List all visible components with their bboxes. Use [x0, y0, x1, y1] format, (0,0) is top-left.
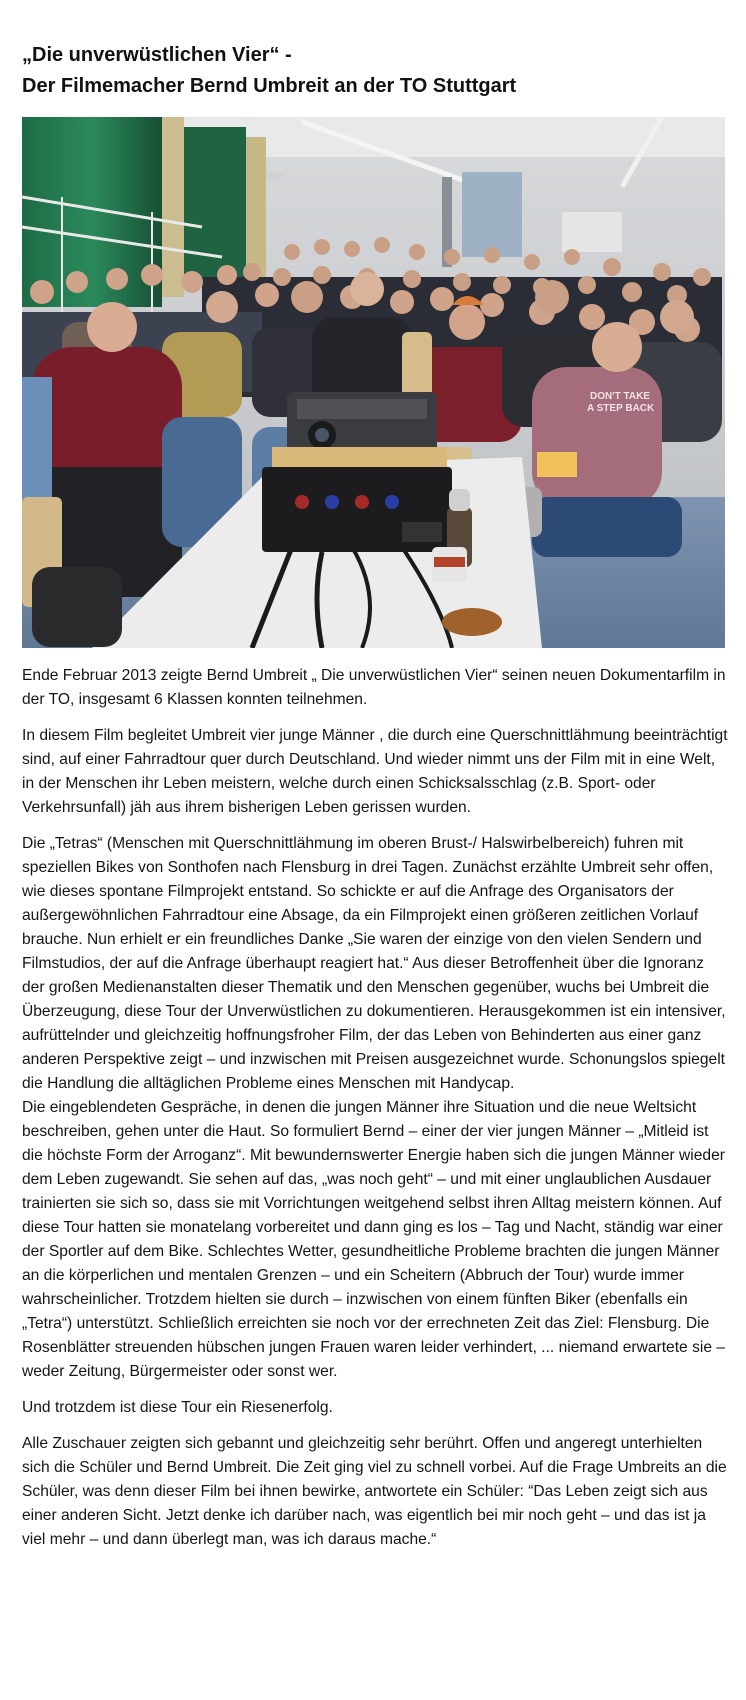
- paragraph: Die eingeblendeten Gespräche, in denen die jungen Männer ihre Situation und die neue Weltsicht beschreiben, gehen unter die Haut. So formuliert Bernd – einer der vier jungen Männer – „Mitleid ist die höchste Form der Arroganz“. Mit bewundernswerter Energie haben sich die jungen Männer wieder dem Leben zugewandt. Sie sehen auf das, „was noch geht“ – und mit einer unglaublichen Ausdauer trainierten sie sich so, dass sie mit Vorrichtungen weitgehend selbst ihren Alltag meistern können. Auf diese Tour hatten sie monatelang vorbereitet und dann ging es los – Tag und Nacht, ständig war einer der Sportler auf dem Bike. Schlechtes Wetter, gesundheitliche Probleme brachten die jungen Männer an die körperlichen und mentalen Grenzen – und ein Scheitern (Abbruch der Tour) wurde immer wahrscheinlicher. Trotzdem hielten sie durch – inzwischen von einem fünften Biker (ebenfalls ein „Tetra“) unterstützt. Schließlich erreichten sie noch vor der errechneten Zeit das Ziel: Flensburg. Die Rosenblätter streuenden hübschen jungen Frauen waren leider verhindert, ... niemand erwartete sie – weder Zeitung, Bürgermeister oder sonst wer.: [22, 1099, 726, 1380]
- article-body: [22, 664, 730, 1564]
- classroom-photo: [22, 117, 725, 648]
- paragraph: Ende Februar 2013 zeigte Bernd Umbreit „ Die unverwüstlichen Vier“ seinen neuen Dokumentarfilm in der TO, insgesamt 6 Klassen konnten teilnehmen.: [22, 667, 726, 708]
- paragraph: Und trotzdem ist diese Tour ein Riesenerfolg.: [22, 1399, 333, 1416]
- shirt-print-line-2: A STEP BACK: [587, 403, 655, 414]
- title-line-1: „Die unverwüstlichen Vier“ -: [22, 44, 292, 66]
- paragraph: In diesem Film begleitet Umbreit vier junge Männer , die durch eine Querschnittlähmung beeinträchtigt sind, auf einer Fahrradtour quer durch Deutschland. Und wieder nimmt uns der Film mit in eine Welt, in der Menschen ihr Leben meistern, welche durch einen Schicksalsschlag (z.B. Sport- oder Verkehrsunfall) jäh aus ihrem bisherigen Leben gerissen wurden.: [22, 727, 728, 816]
- title-line-2: Der Filmemacher Bernd Umbreit an der TO Stuttgart: [22, 75, 517, 97]
- article-title: [22, 40, 722, 102]
- paragraph: Alle Zuschauer zeigten sich gebannt und gleichzeitig sehr berührt. Offen und angeregt unterhielten sich die Schüler und Bernd Umbreit. Die Zeit ging viel zu schnell vorbei. Auf die Frage Umbreits an die Schüler, was denn dieser Film bei ihnen bewirke, antwortete ein Schüler: “Das Leben zeigt sich aus einer anderen Sicht. Jetzt denke ich darüber nach, was eigentlich bei mir noch geht – und das ist ja viel mehr – und dann überlegt man, was ich daraus mache.“: [22, 1435, 727, 1548]
- paragraph: Die „Tetras“ (Menschen mit Querschnittlähmung im oberen Brust-/ Halswirbelbereich) fuhren mit speziellen Bikes von Sonthofen nach Flensburg in drei Tagen. Zunächst erzählte Umbreit sehr offen, wie dieses spontane Filmprojekt entstand. So schickte er auf die Anfrage des Organisators der außergewöhnlichen Fahrradtour eine Absage, da ein Filmprojekt einen größeren zeitlichen Vorlauf brauche. Nun erhielt er ein freundliches Danke „Sie waren der einzige von den vielen Sendern und Filmstudios, der auf die Anfrage überhaupt reagiert hat.“ Aus dieser Betroffenheit über die Ignoranz der großen Medienanstalten dieser Thematik und den Menschen gegenüber, wuchs bei Umbreit die Überzeugung, diese Tour der Unverwüstlichen zu dokumentieren. Herausgekommen ist ein intensiver, aufrüttelnder und gleichzeitig hoffnungsfroher Film, der das Leben von Behinderten aus einer ganz anderen Perspektive zeigt – und inzwischen mit Preisen ausgezeichnet wurde. Schonungslos spiegelt die Handlung die alltäglichen Probleme eines Menschen mit Handycap.: [22, 835, 726, 1092]
- shirt-print-line-1: DON'T TAKE: [590, 391, 650, 402]
